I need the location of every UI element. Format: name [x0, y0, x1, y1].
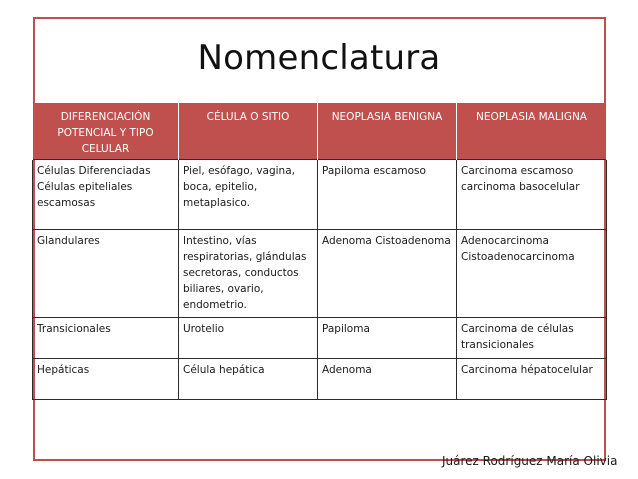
cell-diferenciacion: Glandulares — [33, 230, 179, 318]
cell-maligna: Carcinoma escamoso carcinoma basocelular — [457, 160, 607, 230]
nomenclature-table — [32, 103, 607, 400]
cell-sitio: Piel, esófago, vagina, boca, epitelio, metaplasico. — [179, 160, 318, 230]
header-celula-sitio: CÉLULA O SITIO — [179, 103, 318, 160]
header-diferenciacion: DIFERENCIACIÓN POTENCIAL Y TIPO CELULAR — [33, 103, 179, 160]
header-neoplasia-benigna: NEOPLASIA BENIGNA — [318, 103, 457, 160]
table-header-row — [33, 103, 607, 160]
cell-benigna: Adenoma — [318, 359, 457, 400]
cell-diferenciacion: Transicionales — [33, 318, 179, 359]
header-neoplasia-maligna: NEOPLASIA MALIGNA — [457, 103, 607, 160]
table-row — [33, 160, 607, 230]
cell-maligna: Carcinoma hépatocelular — [457, 359, 607, 400]
cell-sitio: Célula hepática — [179, 359, 318, 400]
cell-sitio: Urotelio — [179, 318, 318, 359]
author-name: Juárez Rodríguez María Olivia — [442, 454, 618, 468]
cell-diferenciacion: Hepáticas — [33, 359, 179, 400]
cell-diferenciacion: Células Diferenciadas Células epiteliales escamosas — [33, 160, 179, 230]
table-row — [33, 318, 607, 359]
cell-benigna: Papiloma — [318, 318, 457, 359]
table-row — [33, 359, 607, 400]
cell-maligna: Adenocarcinoma Cistoadenocarcinoma — [457, 230, 607, 318]
cell-benigna: Adenoma Cistoadenoma — [318, 230, 457, 318]
cell-benigna: Papiloma escamoso — [318, 160, 457, 230]
cell-maligna: Carcinoma de células transicionales — [457, 318, 607, 359]
slide-title: Nomenclatura — [197, 38, 441, 78]
cell-sitio: Intestino, vías respiratorias, glándulas secretoras, conductos biliares, ovario, endometrio. — [179, 230, 318, 318]
table-row — [33, 230, 607, 318]
